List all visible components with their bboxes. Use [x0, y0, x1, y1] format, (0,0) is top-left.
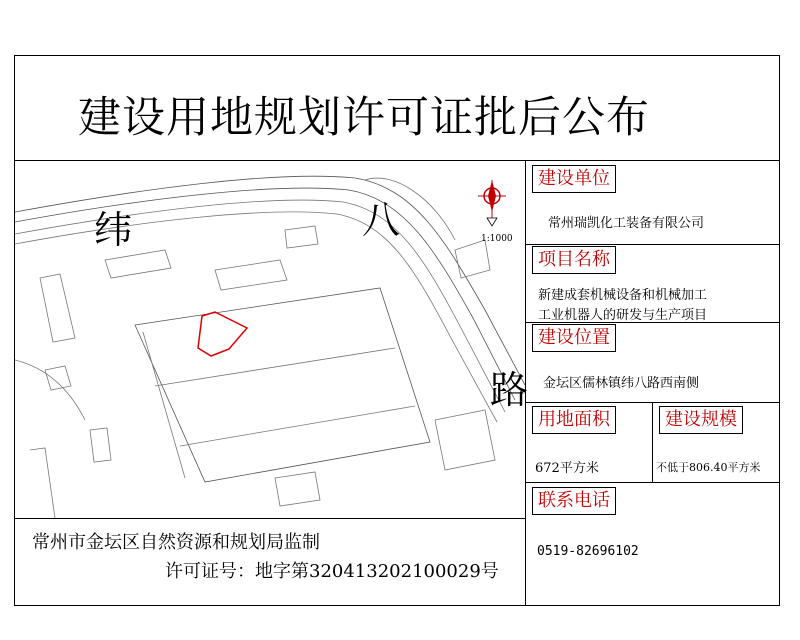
road-label-lu: 路 [490, 368, 529, 412]
project-value-line2: 工业机器人的研发与生产项目 [538, 308, 708, 323]
site-boundary [198, 312, 247, 356]
area-label: 用地面积 [532, 406, 616, 434]
construction-scale-label: 建设规模 [659, 406, 743, 434]
unit-label: 建设单位 [532, 165, 616, 193]
license-number: 许可证号：地字第320413202100029号 [165, 561, 499, 582]
phone-value: 0519-82696102 [537, 544, 639, 559]
area-value: 672平方米 [535, 461, 599, 476]
unit-value: 常州瑞凯化工装备有限公司 [548, 216, 705, 231]
footer-divider [15, 518, 525, 519]
location-label: 建设位置 [532, 324, 616, 352]
north-arrow-icon [477, 178, 507, 232]
supervisor-text: 常州市金坛区自然资源和规划局监制 [32, 532, 320, 553]
page-title: 建设用地规划许可证批后公布 [78, 93, 650, 143]
site-plan-drawing [15, 160, 525, 518]
site-plan-map [15, 160, 525, 518]
road-label-wei: 纬 [94, 208, 133, 252]
map-scale: 1:1000 [481, 234, 513, 244]
row-line [525, 244, 780, 245]
construction-scale-value: 不低于806.40平方米 [656, 461, 761, 474]
row-line [525, 482, 780, 483]
project-label: 项目名称 [532, 246, 616, 274]
project-value-line1: 新建成套机械设备和机械加工 [538, 288, 708, 303]
phone-label: 联系电话 [532, 487, 616, 515]
location-value: 金坛区儒林镇纬八路西南侧 [543, 376, 700, 391]
road-label-ba: 八 [362, 198, 401, 242]
col-line [652, 402, 653, 482]
